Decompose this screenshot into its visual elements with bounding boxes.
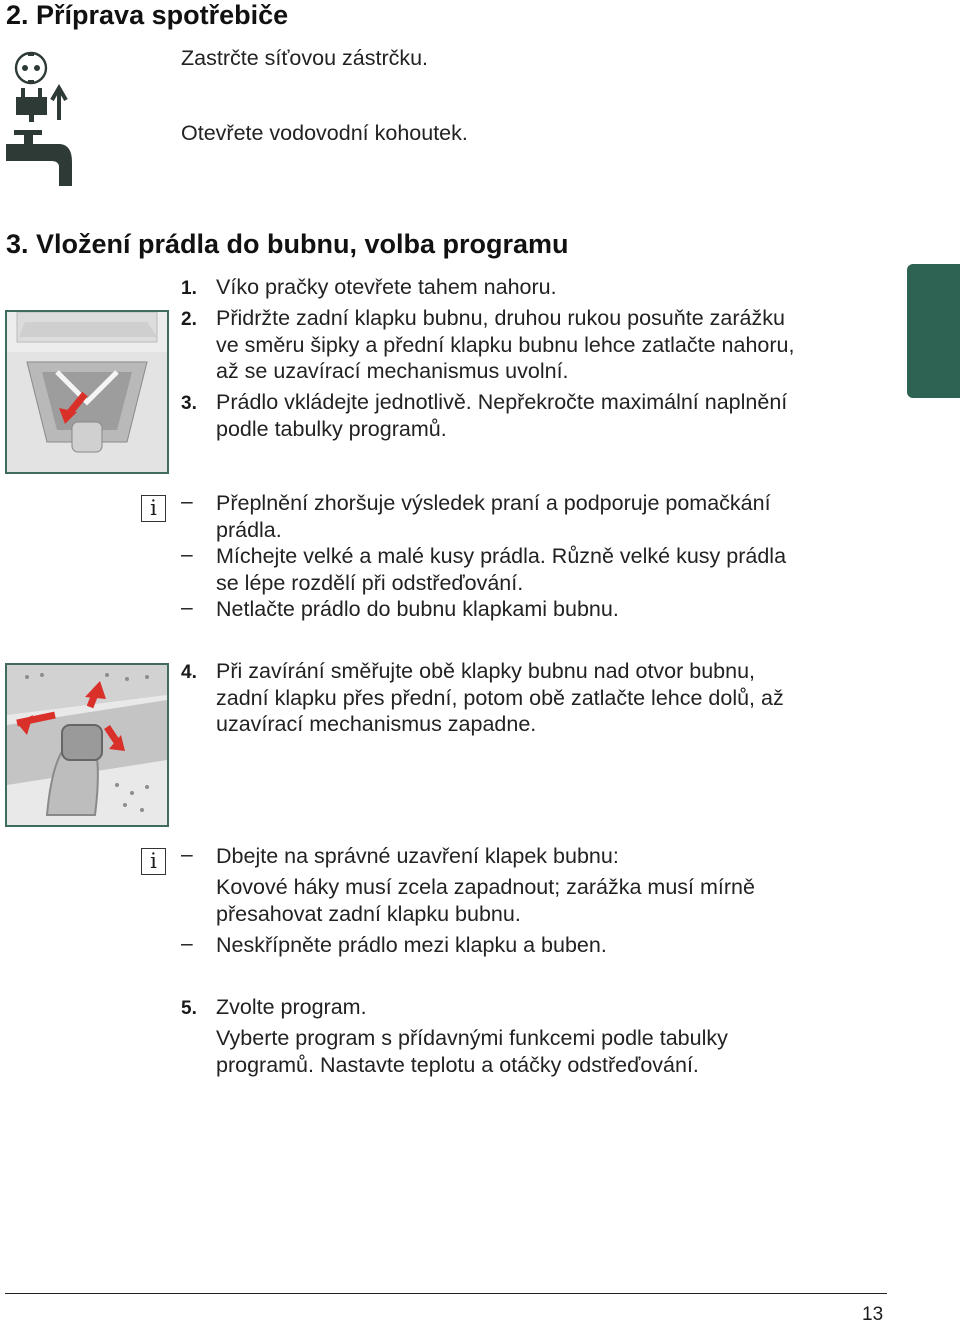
drum-flap-close-illustration	[5, 663, 169, 827]
info2-1-title: Dbejte na správné uzavření klapek bubnu:	[216, 844, 619, 868]
step-1-number: 1.	[181, 278, 197, 299]
drum-flap-open-image	[7, 312, 167, 472]
step-5-line: programů. Nastavte teplotu a otáčky odstřeďování.	[216, 1052, 699, 1077]
info2-1-line: přesahovat zadní klapku bubnu.	[216, 901, 521, 926]
section-2-title: 2. Příprava spotřebiče	[6, 0, 289, 30]
step-5-line: Vyberte program s přídavnými funkcemi podle tabulky	[216, 1026, 728, 1050]
info-icon: i	[141, 495, 166, 522]
step-5-title: Zvolte program.	[216, 995, 367, 1019]
info2-1-dash: –	[181, 843, 193, 866]
info-icon: i	[141, 848, 166, 875]
step-4-text	[216, 658, 906, 738]
chapter-tab	[907, 264, 960, 398]
info-2-dash: –	[181, 543, 193, 566]
step-3-line: Prádlo vkládejte jednotlivě. Nepřekročte maximální naplnění	[216, 390, 788, 414]
step-5-number: 5.	[181, 998, 197, 1019]
step-4-line: uzavírací mechanismus zapadne.	[216, 712, 537, 736]
info-2-line: se lépe rozdělí při odstřeďování.	[216, 570, 524, 595]
step-2-text	[216, 305, 906, 385]
step-4-number: 4.	[181, 662, 197, 683]
tap-instruction: Otevřete vodovodní kohoutek.	[181, 121, 468, 145]
info-3-dash: –	[181, 596, 193, 619]
info-1-dash: –	[181, 490, 193, 513]
info2-1-line: Kovové háky musí zcela zapadnout; zarážka musí mírně	[216, 875, 755, 899]
info2-2-line: Neskřípněte prádlo mezi klapku a buben.	[216, 933, 607, 957]
step-4-line: Při zavírání směřujte obě klapky bubnu nad otvor bubnu,	[216, 659, 756, 683]
info-2-line: Míchejte velké a malé kusy prádla. Různě velké kusy prádla	[216, 544, 787, 568]
step-2-line: Přidržte zadní klapku bubnu, druhou rukou posuňte zarážku	[216, 306, 785, 330]
step-5-text	[216, 1025, 906, 1078]
drum-flap-illustration	[5, 310, 169, 474]
step-4-line: zadní klapku přes přední, potom obě zatlačte lehce dolů, až	[216, 685, 784, 710]
power-plug-icon	[12, 48, 70, 122]
drum-flap-closing-image	[7, 665, 167, 825]
water-tap-icon	[4, 128, 76, 188]
info-3-item	[216, 596, 906, 623]
step-3-number: 3.	[181, 393, 197, 414]
section-3-title: 3. Vložení prádla do bubnu, volba programu	[6, 229, 569, 259]
step-2-line: až se uzavírací mechanismus uvolní.	[216, 359, 569, 383]
footer-rule	[5, 1293, 887, 1294]
plug-instruction: Zastrčte síťovou zástrčku.	[181, 46, 429, 70]
page-number: 13	[862, 1304, 884, 1325]
info2-1-body	[216, 874, 906, 927]
step-2-number: 2.	[181, 309, 197, 330]
info-1-line: Přeplnění zhoršuje výsledek praní a podporuje pomačkání	[216, 491, 771, 515]
info-1-item	[216, 490, 906, 543]
info-3-line: Netlačte prádlo do bubnu klapkami bubnu.	[216, 597, 619, 621]
info2-2-dash: –	[181, 932, 193, 955]
info2-2-item	[216, 932, 906, 959]
info-1-line: prádla.	[216, 517, 282, 542]
step-3-line: podle tabulky programů.	[216, 416, 447, 441]
info-2-item	[216, 543, 906, 596]
step-3-text	[216, 389, 906, 442]
step-2-line: ve směru šipky a přední klapku bubnu lehce zatlačte nahoru,	[216, 332, 795, 357]
step-1-text	[216, 274, 896, 301]
step-1-line: Víko pračky otevřete tahem nahoru.	[216, 275, 557, 299]
